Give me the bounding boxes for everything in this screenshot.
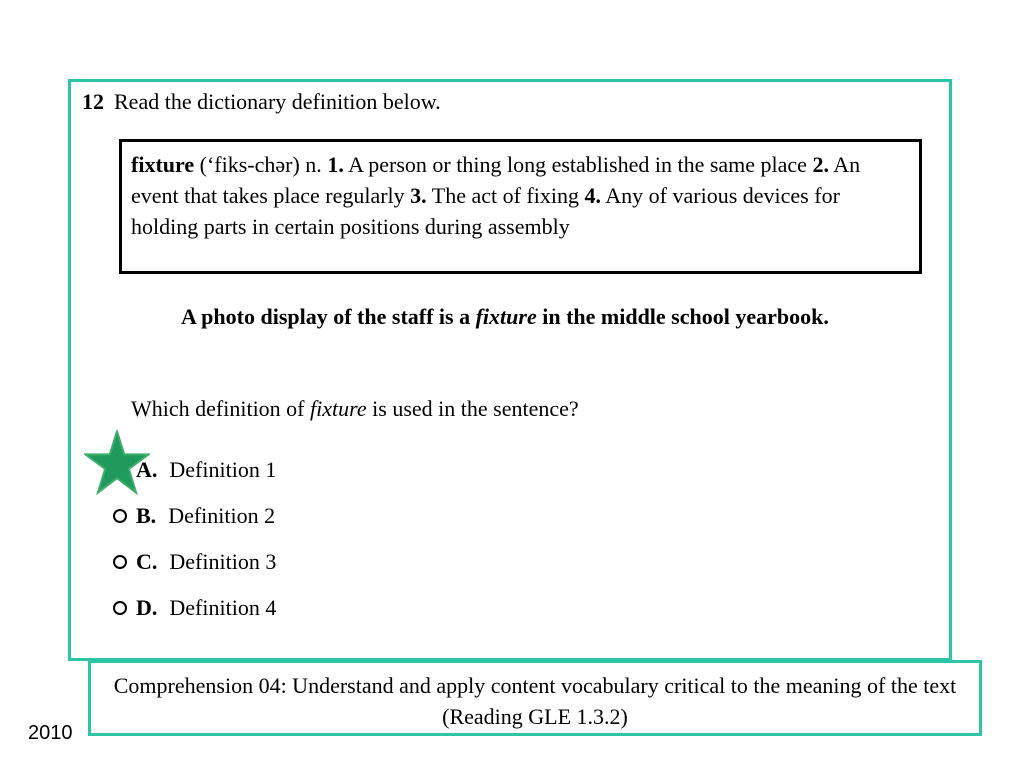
definition-word: fixture <box>131 152 195 177</box>
sentence-before: A photo display of the staff is a <box>181 304 471 329</box>
definition-3-text: The act of fixing <box>431 183 579 208</box>
option-letter: C. <box>136 549 158 574</box>
question-stem <box>131 393 579 424</box>
definition-4-number: 4. <box>584 183 601 208</box>
option-text: Definition 2 <box>168 503 276 528</box>
circle-icon <box>113 509 127 523</box>
option-letter: B. <box>136 503 157 528</box>
option-text: Definition 3 <box>169 549 277 574</box>
sentence-target-word: fixture <box>475 304 537 329</box>
option-letter: D. <box>136 595 158 620</box>
definition-2-text: An event that takes place regularly <box>131 152 861 208</box>
option-text: Definition 1 <box>169 457 277 482</box>
definition-3-number: 3. <box>410 183 427 208</box>
definition-4-text: Any of various devices for holding parts in certain positions during assembly <box>131 183 840 239</box>
stem-before: Which definition of <box>131 396 305 421</box>
dictionary-definition-box <box>119 139 922 274</box>
example-sentence <box>181 301 881 332</box>
year-label: 2010 <box>28 722 73 744</box>
option-letter: A. <box>136 457 158 482</box>
question-prompt: Read the dictionary definition below. <box>114 89 441 114</box>
answer-option-b[interactable] <box>113 502 275 530</box>
option-text: Definition 4 <box>169 595 277 620</box>
stem-after: is used in the sentence? <box>372 396 579 421</box>
circle-icon <box>113 555 127 569</box>
star-icon <box>84 430 150 496</box>
sentence-after: in the middle school yearbook. <box>542 304 829 329</box>
circle-icon <box>113 601 127 615</box>
definition-1-text: A person or thing long established in the same place <box>348 152 807 177</box>
standard-text: Comprehension 04: Understand and apply content vocabulary critical to the meaning of the text (Reading GLE 1.3.2) <box>113 673 957 729</box>
definition-2-number: 2. <box>812 152 829 177</box>
answer-option-c[interactable] <box>113 548 276 576</box>
stem-target-word: fixture <box>310 396 367 421</box>
answer-option-d[interactable] <box>113 594 276 622</box>
standard-footer-box <box>88 660 982 736</box>
question-number: 12 <box>82 89 104 114</box>
definition-1-number: 1. <box>327 152 344 177</box>
definition-pronunciation: (‘fiks-chər) n. <box>199 152 322 177</box>
question-header <box>82 88 441 116</box>
